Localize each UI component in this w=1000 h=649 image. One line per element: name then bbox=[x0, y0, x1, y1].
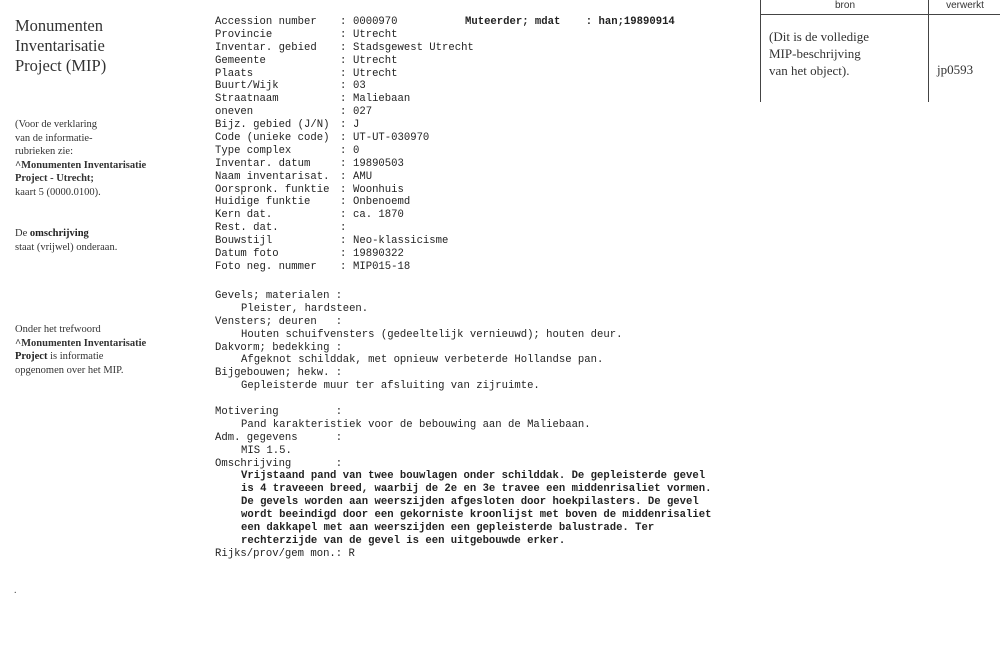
field-separator: : bbox=[340, 157, 347, 170]
field-label: Datum foto bbox=[215, 248, 279, 261]
source-text-line: (Dit is de volledige bbox=[769, 29, 870, 44]
rijks-line: Rijks/prov/gem mon.: R bbox=[215, 547, 355, 560]
field-value: MIP015-18 bbox=[353, 260, 411, 273]
adm-heading: Adm. gegevens : bbox=[215, 431, 343, 444]
field-row bbox=[215, 209, 474, 222]
field-row bbox=[215, 158, 474, 171]
field-row bbox=[215, 16, 474, 29]
note-line: staat (vrijwel) onderaan. bbox=[15, 241, 118, 253]
field-value: J bbox=[353, 119, 360, 132]
field-value: Utrecht bbox=[353, 28, 398, 41]
gevels-text: Pleister, hardsteen. bbox=[241, 302, 369, 315]
field-row bbox=[215, 196, 474, 209]
note-reference-bold: ^Monumenten Inventarisatie bbox=[15, 337, 147, 349]
field-separator: : bbox=[340, 144, 347, 157]
note-bold: Project bbox=[15, 351, 48, 362]
field-row bbox=[215, 235, 474, 248]
bijgebouwen-text: Gepleisterde muur ter afsluiting van zijruimte. bbox=[241, 380, 540, 393]
field-value: Onbenoemd bbox=[353, 196, 411, 209]
field-separator: : bbox=[340, 222, 347, 235]
field-value: Neo-klassicisme bbox=[353, 235, 449, 248]
bron-header: bron bbox=[834, 0, 855, 11]
description-section bbox=[215, 290, 711, 561]
field-separator: : bbox=[340, 183, 347, 196]
field-label: Inventar. gebied bbox=[215, 41, 317, 54]
field-separator: : bbox=[340, 80, 347, 93]
field-row bbox=[215, 80, 474, 93]
field-separator: : bbox=[340, 170, 347, 183]
field-separator: : bbox=[340, 260, 347, 273]
note-text: De bbox=[15, 228, 30, 239]
note-line: van de informatie- bbox=[15, 132, 93, 144]
note-line: kaart 5 (0000.0100). bbox=[15, 186, 101, 198]
omschrijving-heading: Omschrijving : bbox=[215, 457, 343, 470]
field-separator: : bbox=[340, 119, 347, 132]
field-label: Buurt/Wijk bbox=[215, 80, 279, 93]
field-row bbox=[215, 248, 474, 261]
field-value: 0 bbox=[353, 144, 360, 157]
note-line: Onder het trefwoord bbox=[15, 324, 101, 335]
vensters-text: Houten schuifvensters (gedeeltelijk vernieuwd); houten deur. bbox=[241, 328, 623, 341]
field-value: Utrecht bbox=[353, 67, 398, 80]
page-title bbox=[15, 16, 106, 76]
field-label: Bouwstijl bbox=[215, 235, 273, 248]
title-line-3: Project (MIP) bbox=[15, 56, 107, 75]
field-row bbox=[215, 171, 474, 184]
omschrijving-line: Vrijstaand pand van twee bouwlagen onder schilddak. De gepleisterde gevel bbox=[241, 470, 706, 483]
field-row bbox=[215, 55, 474, 68]
field-row bbox=[215, 68, 474, 81]
field-row bbox=[215, 93, 474, 106]
field-label: Naam inventarisat. bbox=[215, 170, 330, 183]
motivering-text: Pand karakteristiek voor de bebouwing aan de Maliebaan. bbox=[241, 418, 591, 431]
note-line bbox=[15, 227, 117, 241]
field-row bbox=[215, 106, 474, 119]
field-row bbox=[215, 145, 474, 158]
stray-dot: . bbox=[14, 585, 17, 596]
field-separator: : bbox=[340, 196, 347, 209]
adm-text: MIS 1.5. bbox=[241, 444, 292, 457]
field-value: UT-UT-030970 bbox=[353, 132, 430, 145]
field-row bbox=[215, 29, 474, 42]
field-value: 19890503 bbox=[353, 157, 404, 170]
source-text-line: MIP-beschrijving bbox=[769, 46, 861, 61]
field-separator: : bbox=[340, 28, 347, 41]
field-label: Type complex bbox=[215, 144, 292, 157]
field-separator: : bbox=[340, 41, 347, 54]
dakvorm-text: Afgeknot schilddak, met opnieuw verbeterde Hollandse pan. bbox=[241, 354, 604, 367]
note-reference-bold: Project - Utrecht; bbox=[15, 173, 94, 184]
field-label: Code (unieke code) bbox=[215, 132, 330, 145]
field-separator: : bbox=[340, 54, 347, 67]
field-label: Kern dat. bbox=[215, 209, 273, 222]
field-value: Woonhuis bbox=[353, 183, 404, 196]
field-label: Straatnaam bbox=[215, 93, 279, 106]
title-line-2: Inventarisatie bbox=[15, 36, 105, 55]
field-label: Gemeente bbox=[215, 54, 266, 67]
description-note bbox=[15, 227, 117, 254]
note-line bbox=[15, 350, 146, 364]
field-label: Provincie bbox=[215, 28, 273, 41]
field-value: Maliebaan bbox=[353, 93, 411, 106]
omschrijving-line: een dakkapel met aan weerszijden een gepleisterde balustrade. Ter bbox=[241, 522, 655, 535]
field-value: ca. 1870 bbox=[353, 209, 404, 222]
field-value: 0000970 bbox=[353, 16, 398, 28]
field-separator: : bbox=[340, 248, 347, 261]
field-label: Oorspronk. funktie bbox=[215, 183, 330, 196]
source-text bbox=[769, 28, 919, 79]
note-text: is informatie bbox=[47, 351, 104, 362]
field-row bbox=[215, 119, 474, 132]
omschrijving-line: De gevels worden aan weerszijden afgesloten door hoekpilasters. De gevel bbox=[241, 496, 699, 509]
field-value: 027 bbox=[353, 106, 373, 119]
omschrijving-line: is 4 traveeen breed, waarbij de 2e en 3e travee een middenrisaliet vormen. bbox=[241, 483, 712, 496]
source-box-header bbox=[761, 0, 1000, 15]
note-reference-bold: ^Monumenten Inventarisatie bbox=[15, 159, 147, 171]
field-row bbox=[215, 184, 474, 197]
field-row bbox=[215, 42, 474, 55]
gevels-heading: Gevels; materialen : bbox=[215, 290, 343, 302]
field-value: AMU bbox=[353, 170, 373, 183]
note-bold: omschrijving bbox=[29, 228, 89, 239]
field-separator: : bbox=[340, 16, 347, 28]
title-line-1: Monumenten bbox=[15, 16, 103, 35]
explanation-note bbox=[15, 118, 146, 199]
note-line: opgenomen over het MIP. bbox=[15, 364, 124, 376]
field-label: Accession number bbox=[215, 16, 317, 28]
note-line: (Voor de verklaring bbox=[15, 119, 98, 130]
bijgebouwen-heading: Bijgebouwen; hekw. : bbox=[215, 367, 343, 380]
field-row bbox=[215, 261, 474, 274]
field-value: 03 bbox=[353, 80, 366, 93]
processed-code: jp0593 bbox=[937, 62, 974, 77]
field-separator: : bbox=[340, 67, 347, 80]
spacer bbox=[215, 393, 711, 406]
field-label: Plaats bbox=[215, 67, 254, 80]
field-label: Inventar. datum bbox=[215, 157, 311, 170]
field-separator: : bbox=[340, 106, 347, 119]
field-separator: : bbox=[340, 132, 347, 145]
source-text-line: van het object). bbox=[769, 63, 850, 78]
field-value: 19890322 bbox=[353, 248, 404, 261]
dakvorm-heading: Dakvorm; bedekking : bbox=[215, 341, 343, 354]
field-label: Rest. dat. bbox=[215, 222, 279, 235]
field-separator: : bbox=[340, 235, 347, 248]
field-value: Utrecht bbox=[353, 54, 398, 67]
mutator-field: Muteerder; mdat : han;19890914 bbox=[465, 16, 675, 28]
field-row bbox=[215, 222, 474, 235]
field-label: Huidige funktie bbox=[215, 196, 311, 209]
field-separator: : bbox=[340, 209, 347, 222]
motivering-heading: Motivering : bbox=[215, 406, 343, 419]
keyword-note bbox=[15, 323, 146, 377]
field-value: Stadsgewest Utrecht bbox=[353, 41, 474, 54]
verwerkt-header: verwerkt bbox=[946, 0, 984, 11]
field-row bbox=[215, 132, 474, 145]
omschrijving-line: rechterzijde van de gevel is een uitgebouwde erker. bbox=[241, 534, 566, 547]
source-box bbox=[760, 0, 1000, 102]
vensters-heading: Vensters; deuren : bbox=[215, 315, 343, 328]
note-line: rubrieken zie: bbox=[15, 146, 74, 157]
record-fields bbox=[215, 16, 474, 274]
field-label: Foto neg. nummer bbox=[215, 260, 317, 273]
field-label: oneven bbox=[215, 106, 254, 119]
field-separator: : bbox=[340, 93, 347, 106]
omschrijving-line: wordt beeindigd door een gekorniste kroonlijst met boven de middenrisaliet bbox=[241, 509, 712, 522]
column-divider bbox=[928, 0, 929, 102]
field-label: Bijz. gebied (J/N) bbox=[215, 119, 330, 132]
